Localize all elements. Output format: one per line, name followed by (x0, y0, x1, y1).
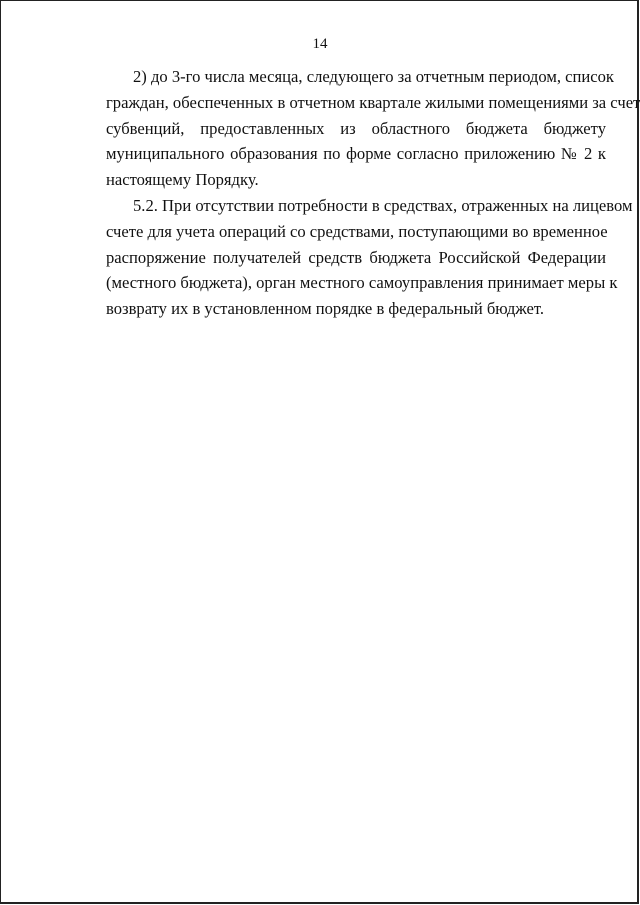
text-line: муниципального образования по форме согласно приложению № 2 к (106, 144, 606, 164)
text-line: (местного бюджета), орган местного самоуправления принимает меры к (106, 273, 618, 293)
paragraph-item-2 (106, 64, 640, 193)
text-line: распоряжение получателей средств бюджета Российской Федерации (106, 247, 606, 267)
text-line: возврату их в установленном порядке в федеральный бюджет. (106, 299, 545, 319)
text-line: 5.2. При отсутствии потребности в средствах, отраженных на лицевом (133, 196, 633, 215)
text-line: 2) до 3-го числа месяца, следующего за отчетным периодом, список (133, 67, 614, 86)
text-line: граждан, обеспеченных в отчетном квартале жилыми помещениями за счет (106, 92, 640, 112)
page-number: 14 (312, 36, 328, 52)
text-line: счете для учета операций со средствами, поступающими во временное (106, 221, 608, 241)
text-line: настоящему Порядку. (106, 170, 259, 190)
paragraph-5-2 (106, 193, 633, 322)
text-line: субвенций, предоставленных из областного бюджета бюджету (106, 118, 606, 138)
